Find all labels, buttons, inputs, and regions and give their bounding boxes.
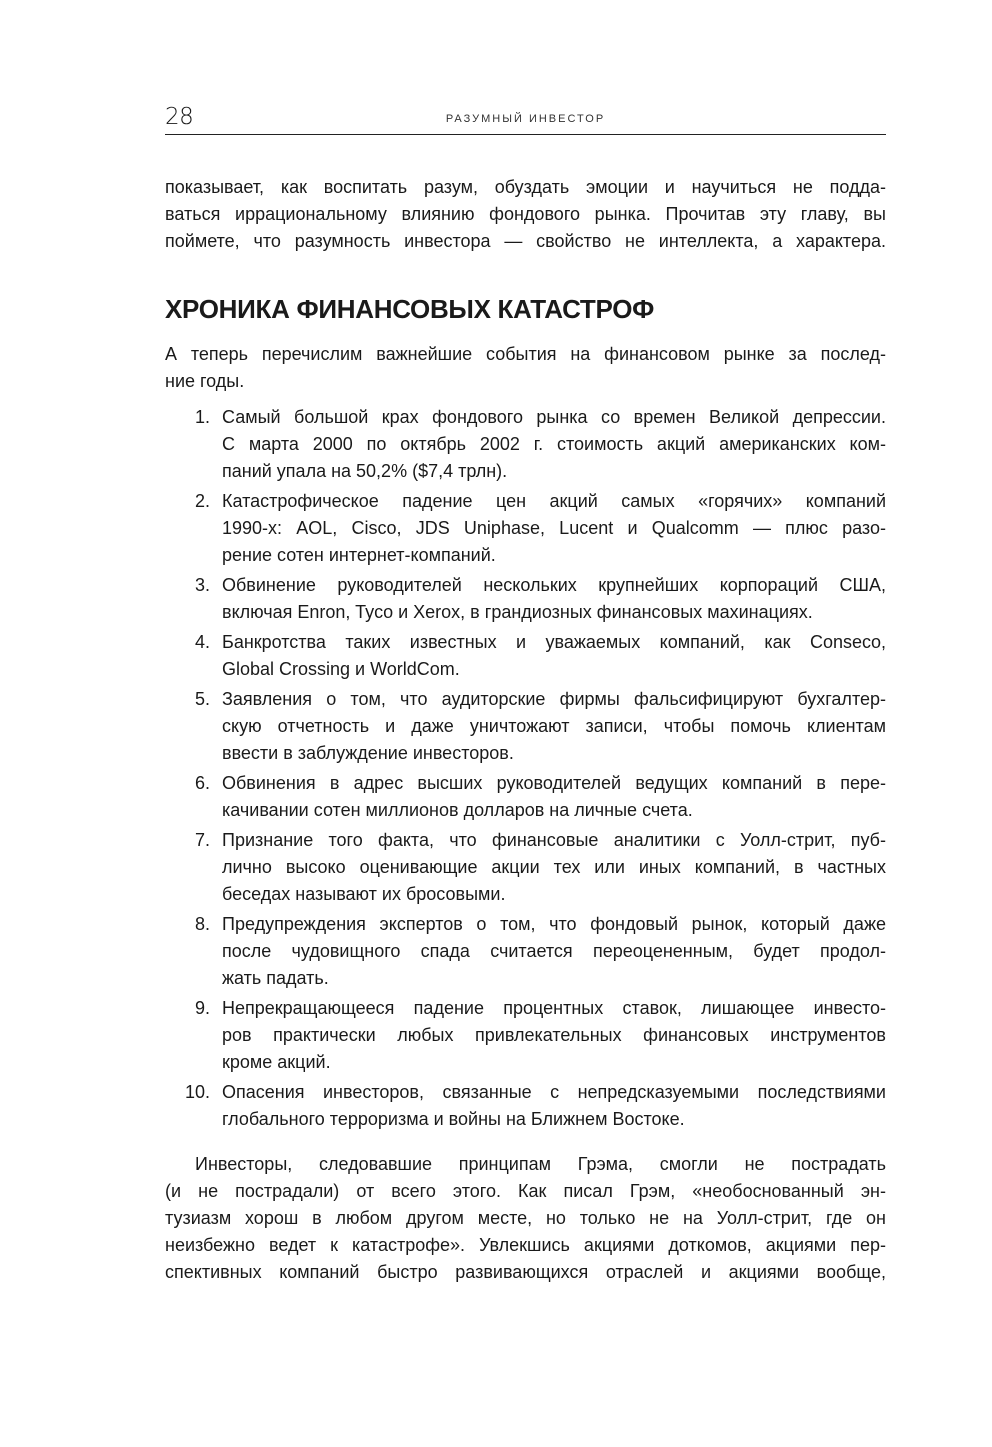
text-line: скую отчетность и даже уничтожают записи, чтобы помочь клиентам <box>222 716 886 736</box>
closing-paragraph <box>165 1151 886 1286</box>
list-item-number: 8. <box>194 914 210 934</box>
text-line: ние годы. <box>165 371 245 391</box>
text-line: качивании сотен миллионов долларов на личные счета. <box>222 800 693 820</box>
text-line: неизбежно ведет к катастрофе». Увлекшись акциями доткомов, акциями пер- <box>165 1235 886 1255</box>
text-line: Банкротства таких известных и уважаемых компаний, как Conseco, <box>222 632 886 652</box>
text-line: беседах называют их бросовыми. <box>222 884 506 904</box>
text-line: Опасения инвесторов, связанные с непредсказуемыми последствиями <box>222 1082 886 1102</box>
text-line: спективных компаний быстро развивающихся отраслей и акциями вообще, <box>165 1262 886 1282</box>
text-line: рение сотен интернет-компаний. <box>222 545 496 565</box>
list-item <box>165 686 886 767</box>
running-title: РАЗУМНЫЙ ИНВЕСТОР <box>445 113 606 125</box>
text-line: А теперь перечислим важнейшие события на финансовом рынке за послед- <box>165 344 886 364</box>
text-line: тузиазм хорош в любом другом месте, но только не на Уолл-стрит, где он <box>165 1208 886 1228</box>
intro-paragraph <box>165 174 886 255</box>
list-item-number: 5. <box>194 689 210 709</box>
text-line: Инвесторы, следовавшие принципам Грэма, смогли не пострадать <box>195 1154 886 1174</box>
text-line: включая Enron, Tyco и Xerox, в грандиозных финансовых махинациях. <box>222 602 813 622</box>
text-line: показывает, как воспитать разум, обуздать эмоции и научиться не подда- <box>165 177 886 197</box>
list-item-number: 7. <box>194 830 210 850</box>
text-line: глобального терроризма и войны на Ближнем Востоке. <box>222 1109 685 1129</box>
text-line: лично высоко оценивающие акции тех или иных компаний, в частных <box>222 857 886 877</box>
list-item-number: 6. <box>194 773 210 793</box>
list-item-number: 10. <box>184 1082 210 1102</box>
text-line: кроме акций. <box>222 1052 331 1072</box>
text-line: С марта 2000 по октябрь 2002 г. стоимость акций американских ком- <box>222 434 886 454</box>
text-line: ввести в заблуждение инвесторов. <box>222 743 514 763</box>
list-item <box>165 488 886 569</box>
list-item-number: 9. <box>194 998 210 1018</box>
lead-paragraph <box>165 341 886 395</box>
list-item <box>165 770 886 824</box>
text-line: Катастрофическое падение цен акций самых «горячих» компаний <box>222 491 886 511</box>
section-heading: ХРОНИКА ФИНАНСОВЫХ КАТАСТРОФ <box>165 294 655 324</box>
text-line: поймете, что разумность инвестора — свойство не интеллекта, а характера. <box>165 231 886 251</box>
text-line: жать падать. <box>222 968 329 988</box>
text-line: Признание того факта, что финансовые аналитики с Уолл-стрит, пуб- <box>222 830 886 850</box>
text-line: после чудовищного спада считается переоцененным, будет продол- <box>222 941 886 961</box>
text-line: паний упала на 50,2% ($7,4 трлн). <box>222 461 508 481</box>
text-line: ваться иррациональному влиянию фондового рынка. Прочитав эту главу, вы <box>165 204 886 224</box>
list-item-number: 3. <box>194 575 210 595</box>
list-item <box>165 404 886 485</box>
text-line: Заявления о том, что аудиторские фирмы фальсифицируют бухгалтер- <box>222 689 886 709</box>
list-item <box>165 629 886 683</box>
numbered-list <box>165 404 886 1136</box>
text-line: (и не пострадали) от всего этого. Как писал Грэм, «необоснованный эн- <box>165 1181 886 1201</box>
page-header <box>165 104 886 135</box>
list-item <box>165 911 886 992</box>
page-number: 28 <box>165 104 194 130</box>
list-item <box>165 995 886 1076</box>
text-line: Непрекращающееся падение процентных ставок, лишающее инвесто- <box>222 998 886 1018</box>
list-item-number: 2. <box>194 491 210 511</box>
text-line: ров практически любых привлекательных финансовых инструментов <box>222 1025 886 1045</box>
list-item-number: 1. <box>194 407 210 427</box>
list-item-number: 4. <box>194 632 210 652</box>
list-item <box>165 827 886 908</box>
text-line: Предупреждения экспертов о том, что фондовый рынок, который даже <box>222 914 886 934</box>
text-line: Global Crossing и WorldCom. <box>222 659 460 679</box>
list-item <box>165 1079 886 1133</box>
text-line: Обвинение руководителей нескольких крупнейших корпораций США, <box>222 575 886 595</box>
list-item <box>165 572 886 626</box>
text-line: 1990-х: AOL, Cisco, JDS Uniphase, Lucent и Qualcomm — плюс разо- <box>222 518 886 538</box>
text-line: Обвинения в адрес высших руководителей ведущих компаний в пере- <box>222 773 886 793</box>
text-line: Самый большой крах фондового рынка со времен Великой депрессии. <box>222 407 886 427</box>
